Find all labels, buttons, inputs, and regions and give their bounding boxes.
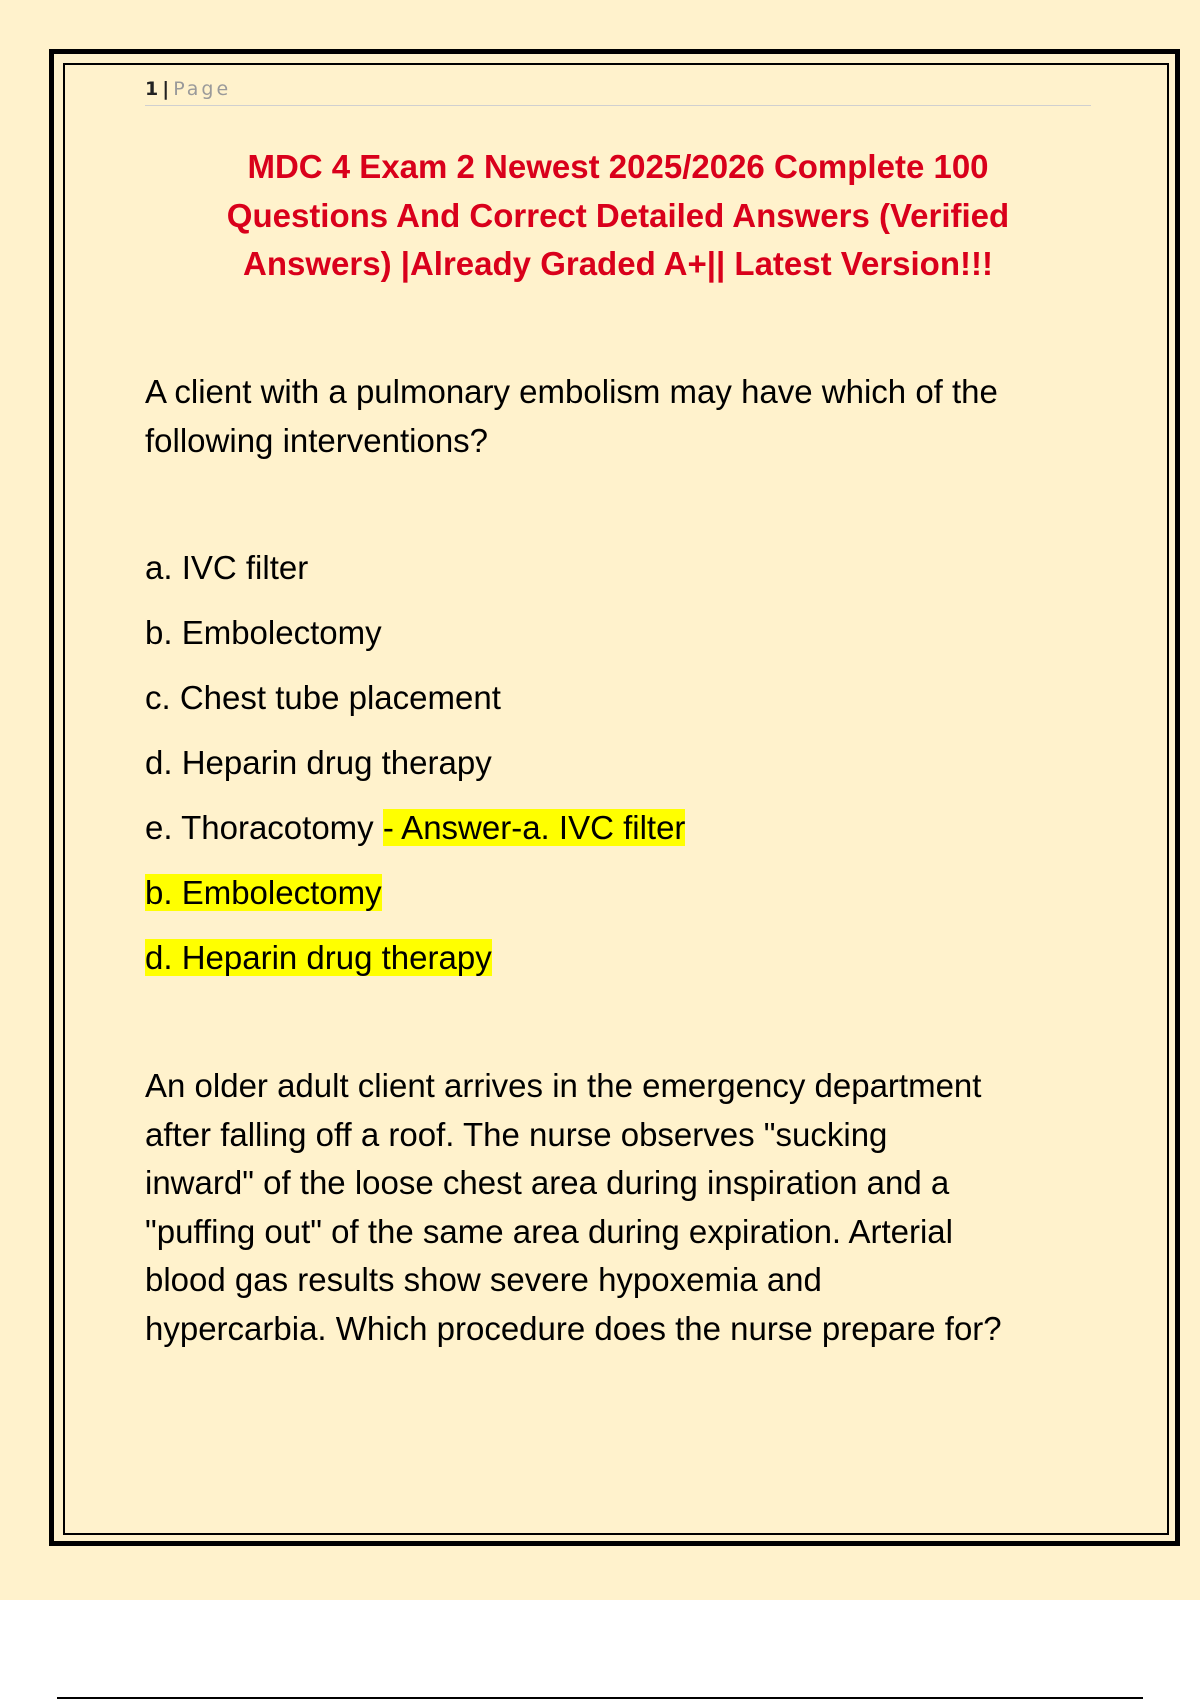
answer-highlight: b. Embolectomy bbox=[145, 874, 382, 911]
answer-highlight: d. Heparin drug therapy bbox=[145, 939, 492, 976]
option-e: e. Thoracotomy bbox=[145, 809, 383, 846]
answer-row bbox=[145, 935, 1105, 1000]
option-d: d. Heparin drug therapy bbox=[145, 744, 492, 781]
question-1-options bbox=[145, 545, 1105, 1000]
question-line: blood gas results show severe hypoxemia and bbox=[145, 1261, 822, 1298]
question-2-text bbox=[145, 1062, 1105, 1353]
question-line: following interventions? bbox=[145, 421, 489, 459]
title-line: Answers) |Already Graded A+|| Latest Version!!! bbox=[243, 245, 993, 282]
option-e-row bbox=[145, 805, 1105, 870]
page-header bbox=[145, 72, 1091, 106]
option-a: a. IVC filter bbox=[145, 549, 309, 586]
page-number: 1 bbox=[145, 78, 159, 100]
question-line: An older adult client arrives in the emergency department bbox=[145, 1067, 982, 1104]
title-line: MDC 4 Exam 2 Newest 2025/2026 Complete 100 bbox=[247, 148, 989, 185]
question-line: inward" of the loose chest area during inspiration and a bbox=[145, 1164, 950, 1201]
option-b: b. Embolectomy bbox=[145, 614, 382, 651]
page-label: Page bbox=[173, 78, 232, 100]
page-separator: | bbox=[162, 78, 170, 100]
question-line: hypercarbia. Which procedure does the nurse prepare for? bbox=[145, 1309, 1002, 1347]
question-line: after falling off a roof. The nurse observes "sucking bbox=[145, 1115, 888, 1153]
question-line: "puffing out" of the same area during expiration. Arterial bbox=[145, 1212, 953, 1250]
document-title bbox=[145, 143, 1091, 289]
question-1-text bbox=[145, 368, 1105, 465]
option-c: c. Chest tube placement bbox=[145, 679, 501, 716]
title-line: Questions And Correct Detailed Answers (Verified bbox=[226, 196, 1010, 234]
next-page-rule bbox=[57, 1697, 1143, 1699]
answer-highlight: - Answer-a. IVC filter bbox=[382, 809, 686, 846]
question-line: A client with a pulmonary embolism may have which of the bbox=[145, 373, 998, 410]
answer-row bbox=[145, 870, 1105, 935]
